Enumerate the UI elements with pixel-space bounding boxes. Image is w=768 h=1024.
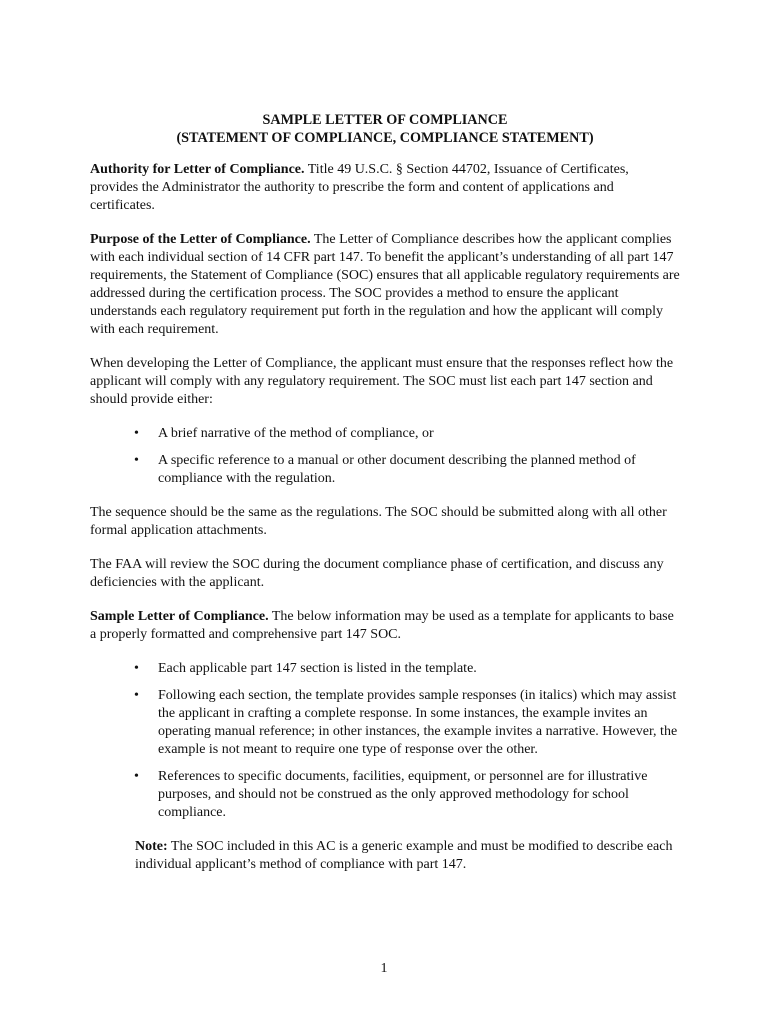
page-number: 1 [380,961,388,976]
bullet-icon: • [134,769,139,784]
bullet-icon: • [134,661,139,676]
review-paragraph: The FAA will review the SOC during the document compliance phase of certification, and discuss any deficiencies with the applicant. [90,557,664,590]
sequence-paragraph: The sequence should be the same as the regulations. The SOC should be submitted along with all other formal application attachments. [90,505,667,538]
document-body [90,111,680,890]
purpose-text: The Letter of Compliance describes how the applicant complies with each individual section of 14 CFR part 147. To benefit the applicant’s understanding of all part 147 requirements, the Statement of Compliance (SOC) ensures that all applicable regulatory requirements are addressed during the certification process. The SOC provides a method to ensure the applicant understands each regulatory requirement put forth in the regulation and how the applicant will comply with each requirement. [90,232,680,337]
authority-paragraph [90,161,680,215]
title-line-1: SAMPLE LETTER OF COMPLIANCE [262,112,508,128]
bullet-icon: • [134,453,139,468]
title-line-2: (STATEMENT OF COMPLIANCE, COMPLIANCE STATEMENT) [176,130,594,146]
sample-text: The below information may be used as a template for applicants to base a properly formatted and comprehensive part 147 SOC. [90,609,674,642]
either-list [90,425,680,488]
bullet-icon: • [134,688,139,703]
note-paragraph [90,838,680,874]
authority-heading: Authority for Letter of Compliance. [90,162,305,177]
list-item [134,768,680,822]
purpose-heading: Purpose of the Letter of Compliance. [90,232,311,247]
list-item-text: Following each section, the template provides sample responses (in italics) which may assist the applicant in crafting a complete response. In some instances, the example invites an operating manual reference; in other instances, the example invites a narrative. However, the example is not meant to require one type of response over the other. [158,688,678,757]
note-heading: Note: [135,839,168,854]
list-item [134,425,680,443]
list-item-text: References to specific documents, facilities, equipment, or personnel are for illustrative purposes, and should not be construed as the only approved methodology for school compliance. [158,769,648,820]
purpose-paragraph [90,231,680,339]
list-item-text: A specific reference to a manual or other document describing the planned method of compliance with the regulation. [158,453,636,486]
bullet-icon: • [134,426,139,441]
list-item [134,452,680,488]
list-item [134,687,680,759]
list-item-text: A brief narrative of the method of compliance, or [158,426,434,441]
developing-paragraph: When developing the Letter of Compliance, the applicant must ensure that the responses reflect how the applicant will comply with any regulatory requirement. The SOC must list each part 147 section and should provide either: [90,356,674,407]
document-title [90,111,680,147]
sample-heading: Sample Letter of Compliance. [90,609,269,624]
list-item-text: Each applicable part 147 section is listed in the template. [158,661,477,676]
note-text: The SOC included in this AC is a generic example and must be modified to describe each individual applicant’s method of compliance with part 147. [135,839,673,872]
authority-text: Title 49 U.S.C. § Section 44702, Issuance of Certificates, provides the Administrator the authority to prescribe the form and content of applications and certificates. [90,162,629,213]
sample-paragraph [90,608,680,644]
list-item [134,660,680,678]
sample-list [90,660,680,822]
